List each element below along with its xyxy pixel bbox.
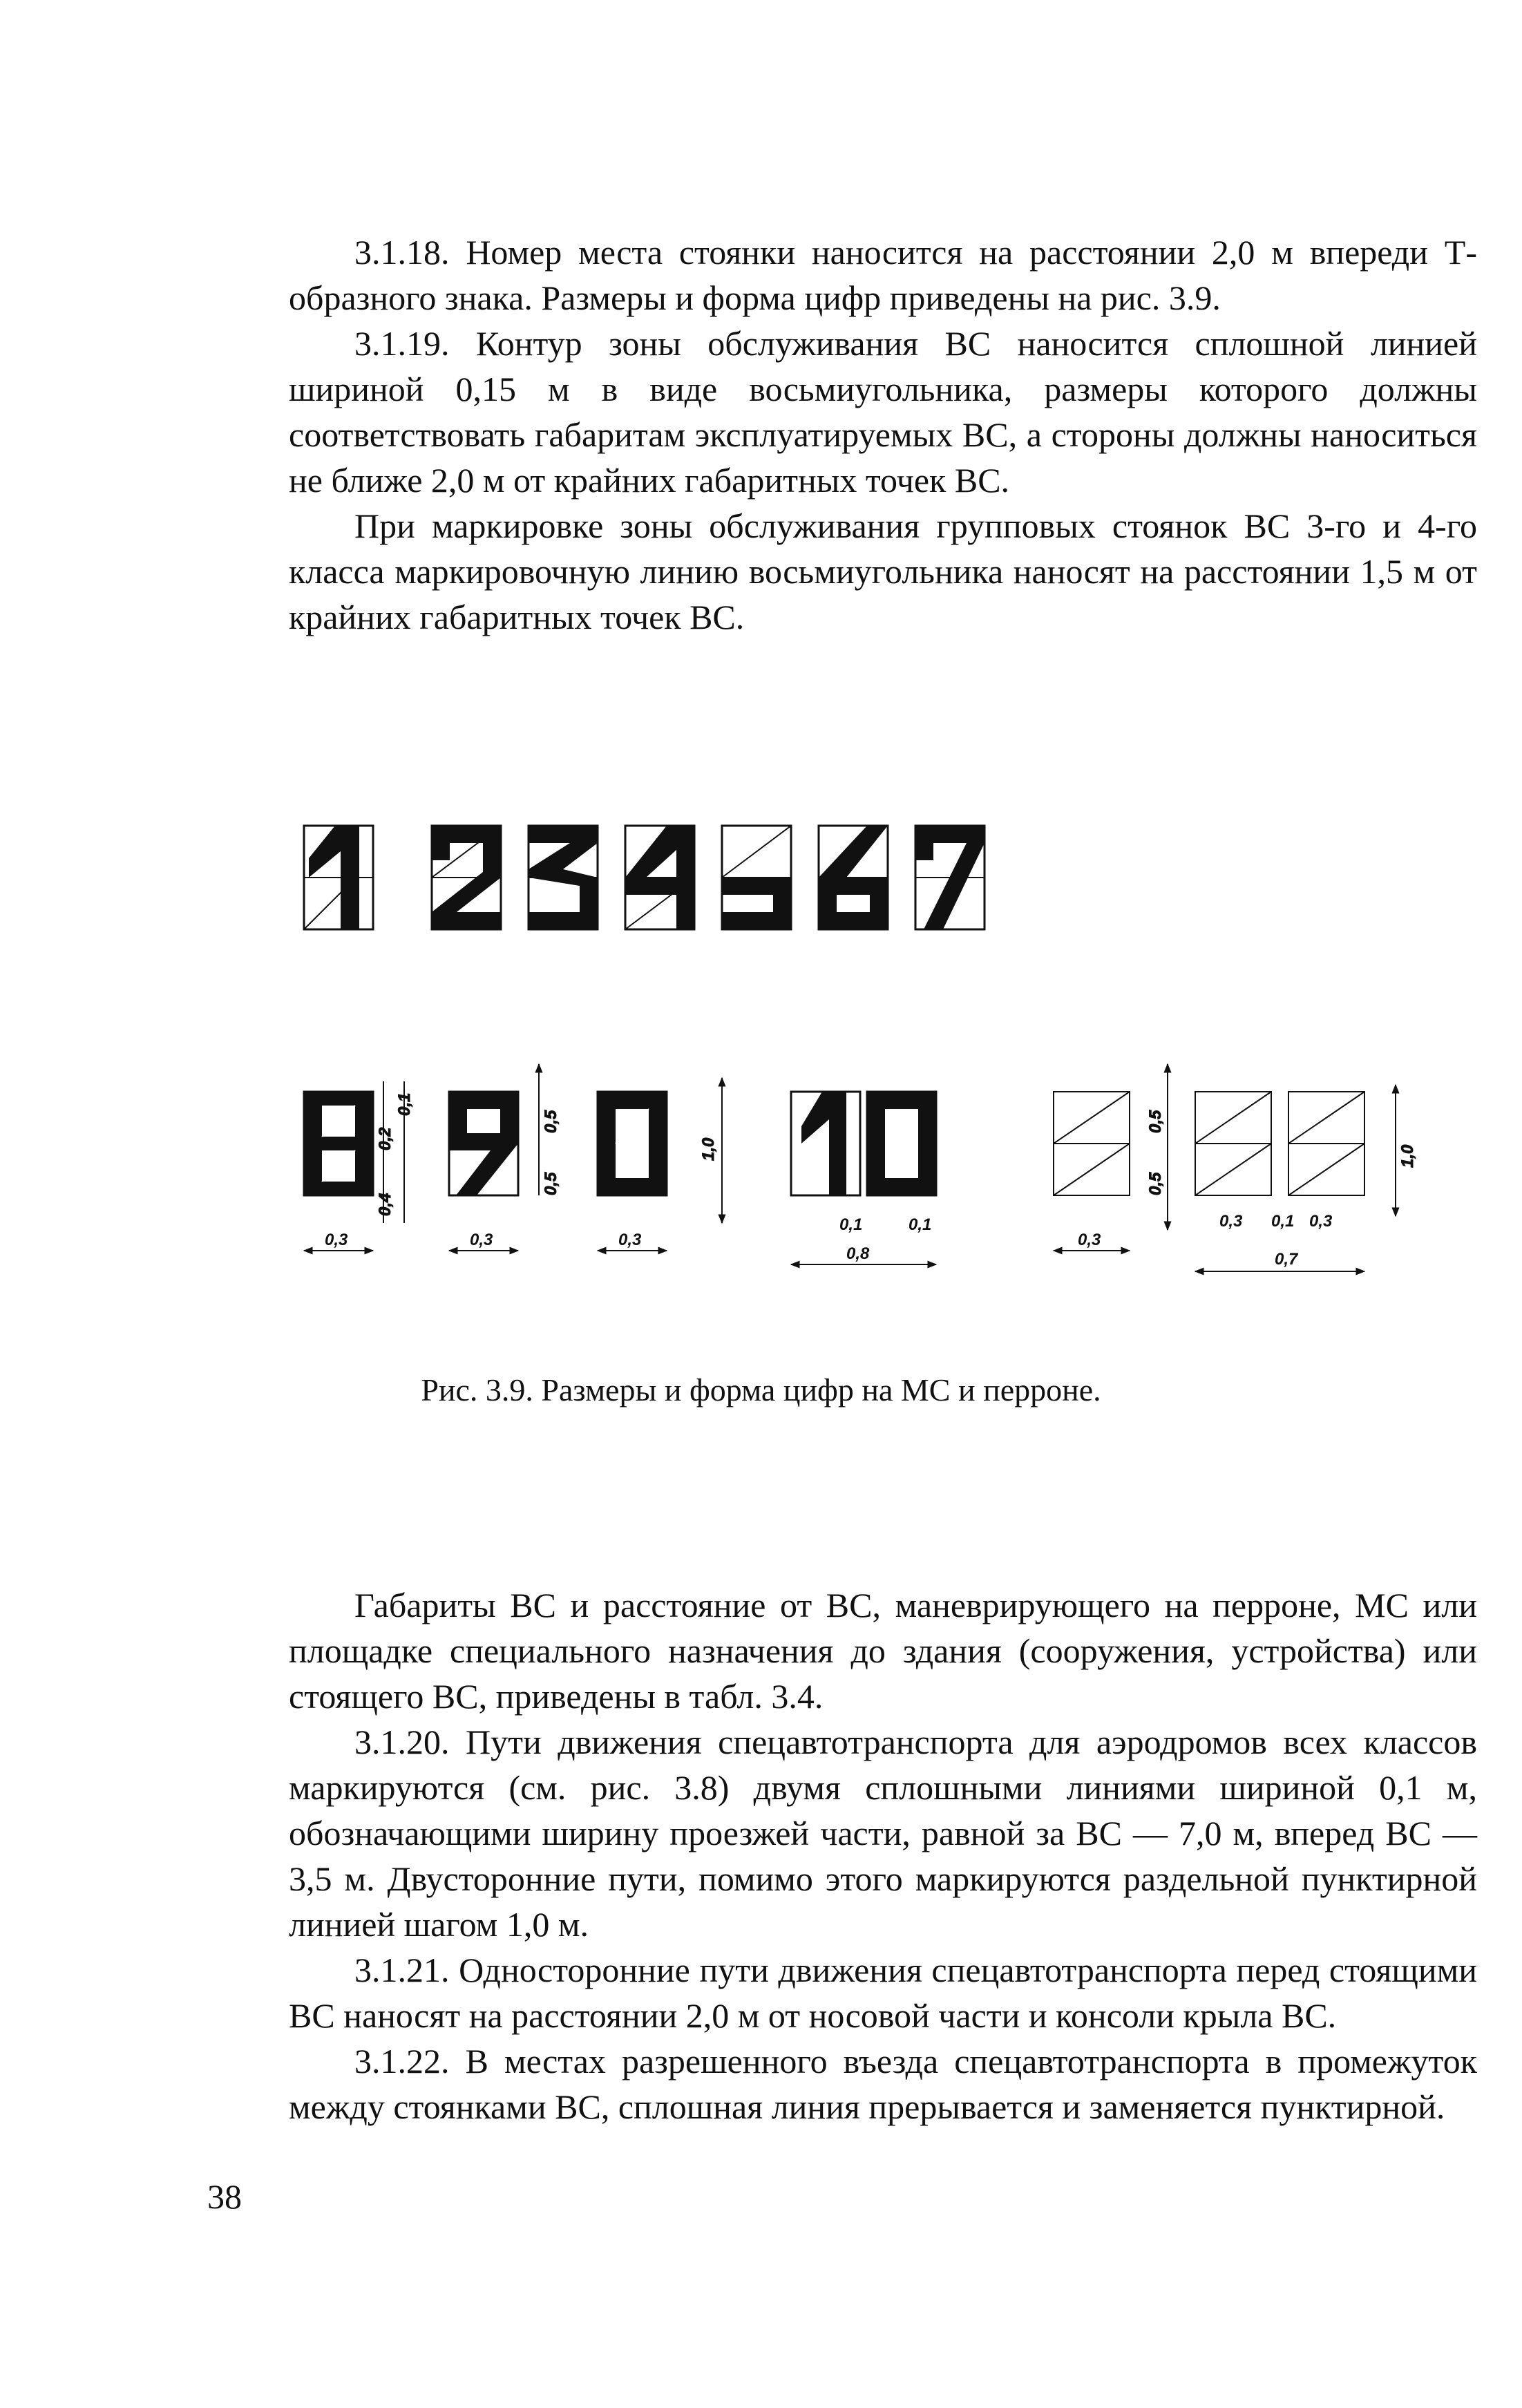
digit-2 — [432, 826, 501, 929]
paragraph-dimensions: Габариты ВС и расстояние от ВС, маневрирующего на перроне, МС или площадке специального назначения до здания (сооружения, устройства) или стоящего ВС, приведены в табл. 3.4. — [289, 1586, 1477, 1716]
digit-4 — [625, 826, 694, 929]
dim-label-0-7: 0,7 — [1275, 1250, 1298, 1269]
bottom-text-block — [289, 1582, 1477, 2130]
paragraph-3-1-21: 3.1.21. Односторонние пути движения спецавтотранспорта перед стоящими ВС наносят на расстоянии 2,0 м от носовой части и консоли крыла ВС. — [289, 1951, 1477, 2035]
dim-label-0-1-b: 0,1 — [909, 1215, 932, 1234]
dim-label-0-1-a: 0,1 — [839, 1215, 863, 1234]
dim-label-0-5-a: 0,5 — [542, 1110, 560, 1133]
digit-5 — [722, 826, 791, 929]
dim-label-0-5-c: 0,5 — [1146, 1110, 1165, 1133]
page-number: 38 — [207, 2177, 242, 2216]
dim-label-0-4: 0,4 — [376, 1193, 394, 1216]
grid-template-2 — [1195, 1092, 1364, 1195]
digits-figure — [294, 808, 1468, 1334]
digit-row-2 — [304, 1064, 1417, 1230]
paragraph-3-1-20: 3.1.20. Пути движения спецавтотранспорта для аэродромов всех классов маркируются (см. рис. 3.8) двумя сплошными линиями шириной 0,1 м, обозначающими ширину проезжей части, равной за ВС — 7,0 м, вперед ВС — 3,5 м. Двусторонние пути, помимо этого маркируются раздельной пунктирной линией шагом 1,0 м. — [289, 1723, 1477, 1944]
grid-template-1 — [1054, 1092, 1130, 1195]
dim-label-0-8: 0,8 — [846, 1244, 870, 1263]
dim-label-1-0-b: 1,0 — [1398, 1144, 1417, 1168]
digit-10 — [791, 1092, 936, 1195]
dim-label-0-3-a: 0,3 — [325, 1231, 348, 1249]
digit-6 — [819, 826, 888, 929]
dim-label-0-5-d: 0,5 — [1146, 1172, 1165, 1195]
width-dimensions — [304, 1251, 1364, 1271]
dim-label-0-5-b: 0,5 — [542, 1172, 560, 1195]
paragraph-3-1-18: 3.1.18. Номер места стоянки наносится на расстоянии 2,0 м впереди Т-образного знака. Размеры и форма цифр приведены на рис. 3.9. — [289, 233, 1477, 317]
dim-label-0-3-b: 0,3 — [470, 1231, 493, 1249]
top-text-block — [289, 229, 1477, 640]
digit-0 — [598, 1092, 667, 1195]
figure-caption: Рис. 3.9. Размеры и форма цифр на МС и перроне. — [421, 1372, 1101, 1407]
dim-label-0-1-v: 0,1 — [395, 1092, 414, 1116]
paragraph-3-1-22: 3.1.22. В местах разрешенного въезда спецавтотранспорта в промежуток между стоянками ВС, сплошная линия прерывается и заменяется пунктирной. — [289, 2042, 1477, 2126]
digit-1 — [304, 826, 373, 929]
digit-3 — [529, 826, 598, 929]
dim-label-0-2: 0,2 — [376, 1127, 394, 1150]
dim-label-1-0-a: 1,0 — [699, 1137, 718, 1161]
digit-row-1 — [304, 826, 984, 929]
digit-9 — [449, 1092, 518, 1195]
dim-label-0-1-c: 0,1 — [1271, 1212, 1295, 1231]
digit-7 — [915, 826, 984, 929]
dim-label-0-3-c: 0,3 — [618, 1231, 642, 1249]
dim-label-0-3-f: 0,3 — [1309, 1212, 1333, 1231]
dim-label-0-3-e: 0,3 — [1219, 1212, 1243, 1231]
paragraph-3-1-19: 3.1.19. Контур зоны обслуживания ВС наносится сплошной линией шириной 0,15 м в виде восьмиугольника, размеры которого должны соответствовать габаритам эксплуатируемых ВС, а стороны должны наноситься не ближе 2,0 м от крайних габаритных точек ВС. — [289, 324, 1477, 500]
paragraph-group-stands: При маркировке зоны обслуживания групповых стоянок ВС 3-го и 4-го класса маркировочную линию восьмиугольника наносят на расстоянии 1,5 м от крайних габаритных точек ВС. — [289, 506, 1477, 636]
dim-label-0-3-d: 0,3 — [1078, 1231, 1101, 1249]
